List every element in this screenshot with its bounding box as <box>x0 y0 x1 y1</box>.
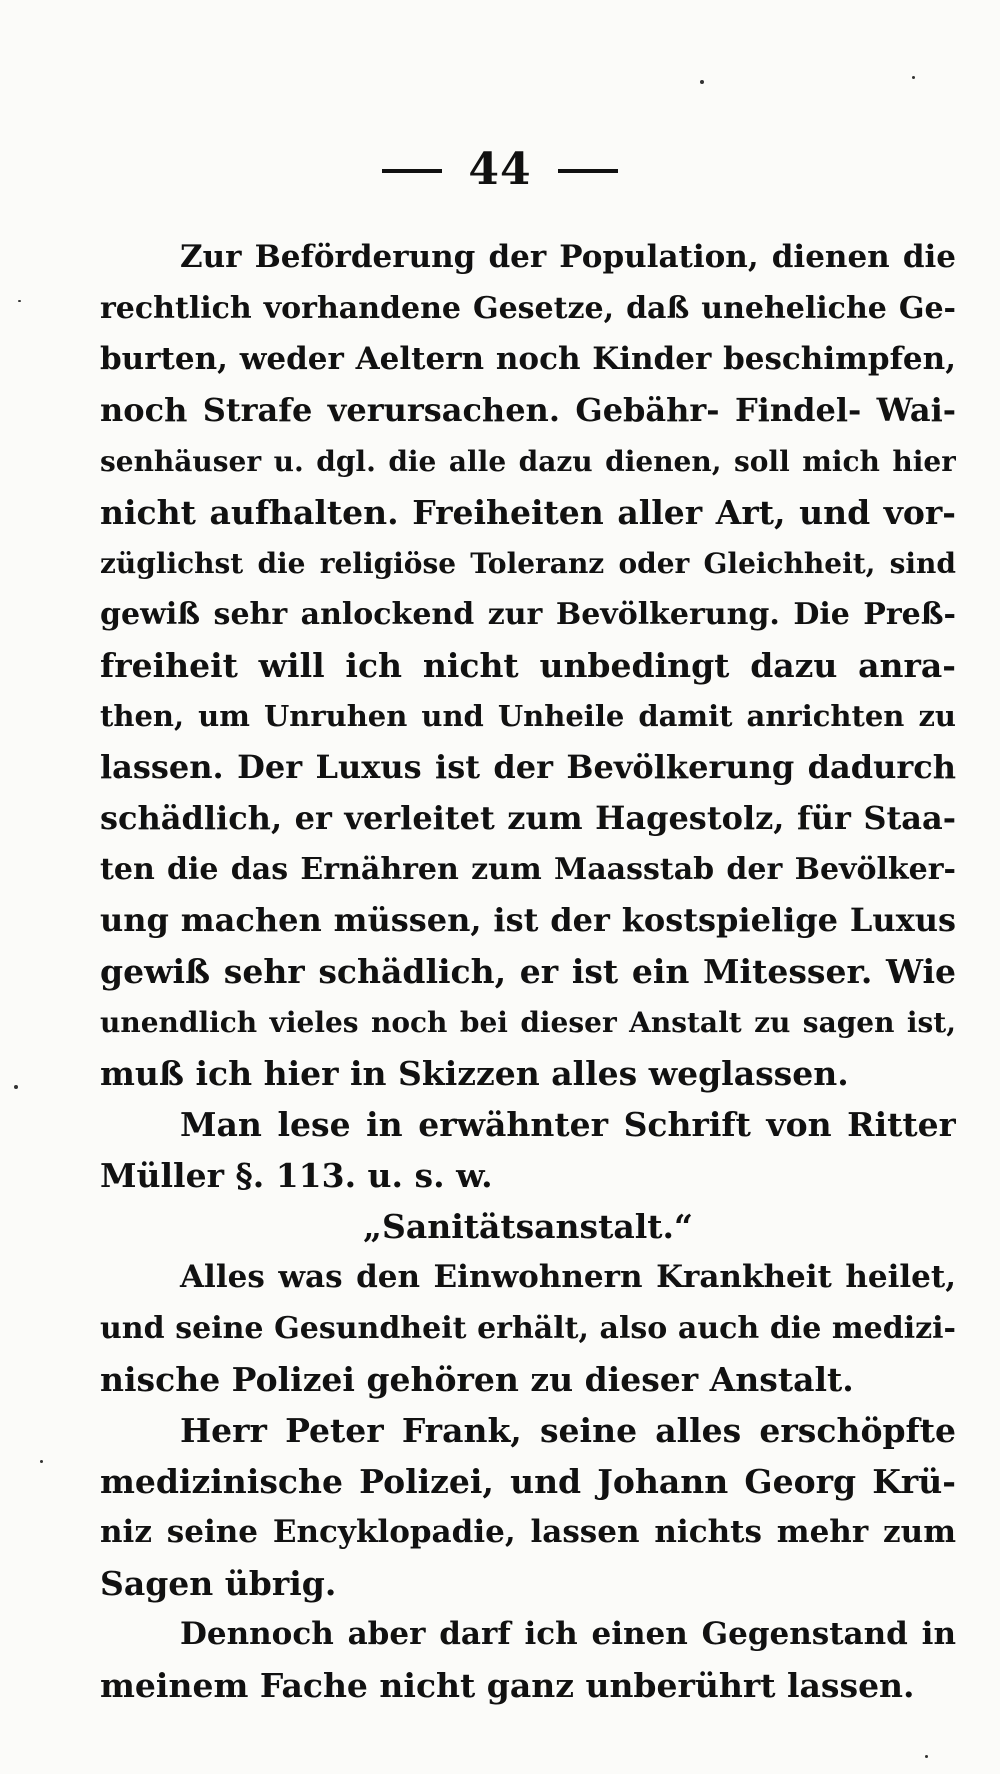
text-line: züglichst die religiöse Toleranz oder Gleichheit, sind <box>100 547 956 580</box>
text-line: Müller §. 113. u. s. w. <box>100 1156 493 1195</box>
header-dash-right <box>558 169 618 173</box>
scan-speck <box>925 1755 928 1758</box>
text-line: Alles was den Einwohnern Krankheit heilet, <box>180 1259 956 1295</box>
text-line: medizinische Polizei, und Johann Georg Krü- <box>100 1462 956 1501</box>
scan-speck <box>18 300 21 302</box>
text-line: senhäuser u. dgl. die alle dazu dienen, soll mich hier <box>100 445 956 478</box>
text-line: Sagen übrig. <box>100 1564 337 1603</box>
page-body-text <box>100 232 956 1711</box>
page-header <box>0 140 1000 200</box>
scan-speck <box>40 1460 43 1463</box>
text-line: schädlich, er verleitet zum Hagestolz, für Staa- <box>100 799 956 837</box>
text-line: Dennoch aber darf ich einen Gegenstand in <box>180 1616 956 1652</box>
text-line: Man lese in erwähnter Schrift von Ritter <box>180 1105 956 1144</box>
text-line: noch Strafe verursachen. Gebähr- Findel- Wai- <box>100 391 956 429</box>
text-line: unendlich vieles noch bei dieser Anstalt zu sagen ist, <box>100 1006 956 1039</box>
scan-speck <box>14 1085 18 1089</box>
text-line: und seine Gesundheit erhält, also auch die medizi- <box>100 1311 956 1346</box>
scan-speck <box>700 80 704 84</box>
text-line: nicht aufhalten. Freiheiten aller Art, und vor- <box>100 493 956 532</box>
text-line: ten die das Ernähren zum Maasstab der Bevölker- <box>100 852 956 887</box>
text-line: muß ich hier in Skizzen alles weglassen. <box>100 1054 849 1093</box>
text-line: rechtlich vorhandene Gesetze, daß uneheliche Ge- <box>100 291 956 326</box>
text-line: Zur Beförderung der Population, dienen die <box>180 239 956 275</box>
text-line: ung machen müssen, ist der kostspielige Luxus <box>100 901 956 939</box>
scan-speck <box>912 76 915 79</box>
text-line: niz seine Encyklopadie, lassen nichts mehr zum <box>100 1514 956 1550</box>
text-line: gewiß sehr schädlich, er ist ein Mitesser. Wie <box>100 952 956 991</box>
text-line: „Sanitätsanstalt.“ <box>363 1207 693 1246</box>
text-line: burten, weder Aeltern noch Kinder beschimpfen, <box>100 341 956 377</box>
text-line: freiheit will ich nicht unbedingt dazu anra- <box>100 646 956 685</box>
text-line: lassen. Der Luxus ist der Bevölkerung dadurch <box>100 748 956 786</box>
text-line: then, um Unruhen und Unheile damit anrichten zu <box>100 699 956 733</box>
text-line: nische Polizei gehören zu dieser Anstalt. <box>100 1360 854 1399</box>
page-number: 44 <box>468 144 532 195</box>
text-line: gewiß sehr anlockend zur Bevölkerung. Die Preß- <box>100 597 956 632</box>
text-line: Herr Peter Frank, seine alles erschöpfte <box>180 1411 956 1450</box>
header-dash-left <box>382 169 442 173</box>
text-line: meinem Fache nicht ganz unberührt lassen. <box>100 1666 915 1705</box>
